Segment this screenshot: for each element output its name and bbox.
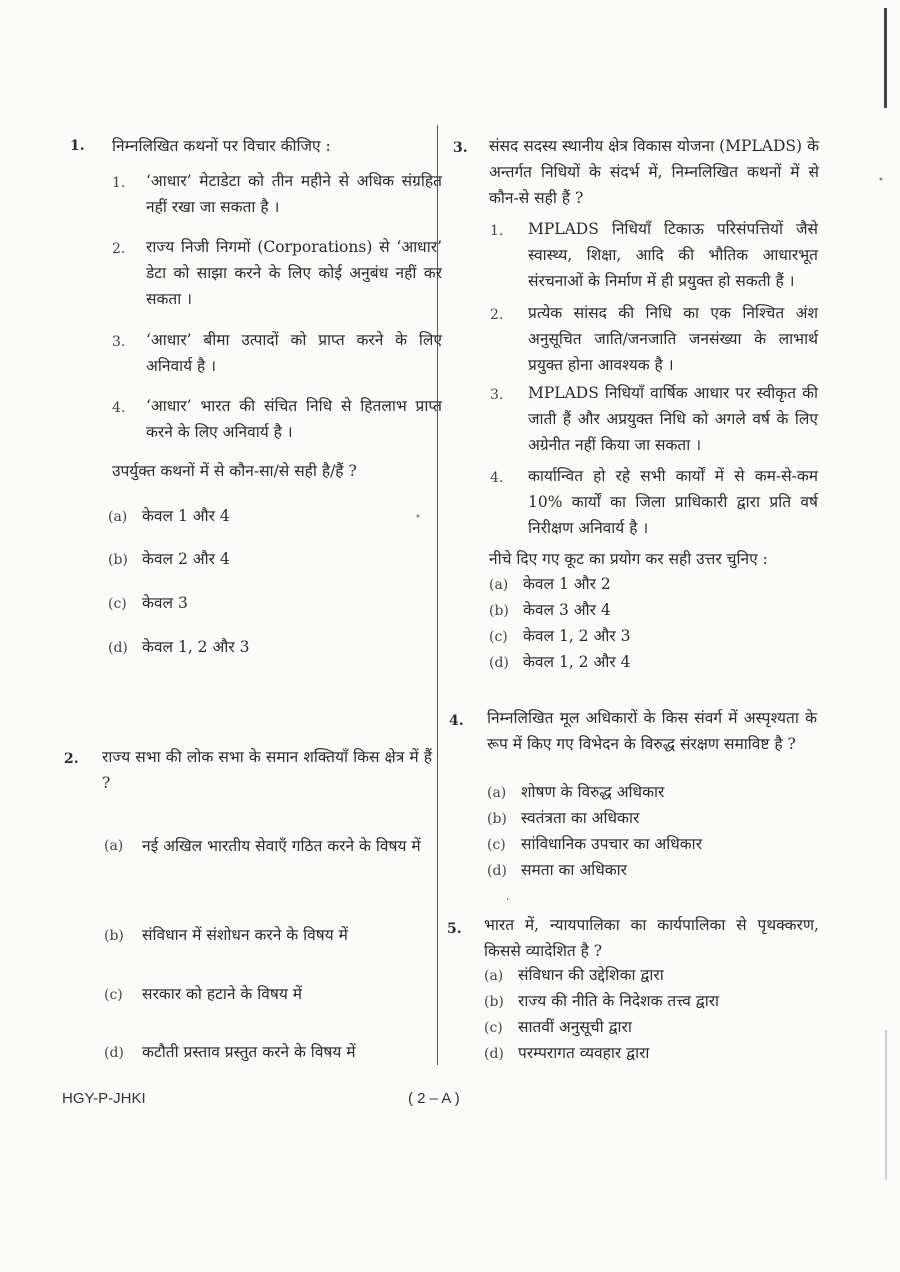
option-label: (a)	[489, 577, 509, 593]
scan-speck: •	[878, 175, 884, 186]
option-label: (c)	[489, 629, 508, 645]
option-label: (b)	[484, 994, 504, 1010]
option-text: सरकार को हटाने के विषय में	[142, 985, 303, 1003]
option-text: संविधान की उद्देशिका द्वारा	[518, 966, 664, 984]
option	[489, 623, 630, 650]
scan-speck: •	[415, 512, 421, 523]
statement-text: ‘आधार’ भारत की संचित निधि से हितलाभ प्राप्त करने के लिए अनिवार्य है ।	[146, 397, 442, 441]
option	[104, 922, 348, 949]
option-text: शोषण के विरुद्ध अधिकार	[521, 783, 665, 801]
statement-text: MPLADS निधियाँ टिकाऊ परिसंपत्तियों जैसे स्वास्थ्य, शिक्षा, आदि की भौतिक आधारभूत संरचनाओं के निर्माण में ही प्रयुक्त हो सकती हैं ।	[528, 220, 818, 290]
statement-text: ‘आधार’ बीमा उत्पादों को प्राप्त करने के लिए अनिवार्य है ।	[146, 331, 442, 375]
statement-number: 2.	[490, 307, 504, 323]
option-text: केवल 1, 2 और 4	[523, 653, 631, 671]
statement-number: 3.	[490, 387, 504, 403]
option-label: (a)	[104, 838, 124, 854]
statement-number: 1.	[112, 175, 126, 191]
question-number: 1.	[70, 138, 85, 154]
option-text: केवल 1, 2 और 3	[142, 638, 250, 656]
option	[487, 805, 639, 832]
statement-text: राज्य निजी निगमों (Corporations) से ‘आधार’ डेटा को साझा करने के लिए कोई अनुबंध नहीं कर सकता ।	[146, 238, 442, 308]
option-label: (a)	[487, 785, 507, 801]
option-label: (a)	[484, 968, 504, 984]
question-prompt: उपर्युक्त कथनों में से कौन-सा/से सही है/हैं ?	[112, 462, 357, 480]
statement-number: 4.	[112, 400, 126, 416]
option-text: केवल 3 और 4	[523, 601, 611, 619]
option-label: (b)	[487, 811, 507, 827]
question-number: 3.	[453, 140, 468, 156]
option-label: (b)	[489, 603, 509, 619]
option-text: सातवीं अनुसूची द्वारा	[518, 1018, 632, 1036]
question-number: 2.	[64, 751, 79, 767]
option	[108, 546, 230, 573]
statement-text: प्रत्येक सांसद की निधि का एक निश्चित अंश अनुसूचित जाति/जनजाति जनसंख्या के लाभार्थ प्रयुक्त होना आवश्यक है ।	[528, 304, 818, 374]
option	[108, 634, 249, 661]
option-label: (b)	[108, 552, 128, 568]
option-label: (d)	[104, 1045, 124, 1061]
option	[487, 779, 664, 806]
option-text: संविधान में संशोधन करने के विषय में	[142, 926, 348, 944]
option-text: परम्परागत व्यवहार द्वारा	[518, 1044, 650, 1062]
option-text: सांविधानिक उपचार का अधिकार	[521, 835, 703, 853]
option-label: (d)	[487, 863, 507, 879]
question-stem: निम्नलिखित कथनों पर विचार कीजिए :	[112, 137, 331, 155]
option	[487, 831, 702, 858]
option	[489, 649, 630, 676]
option	[484, 1014, 632, 1041]
question-stem: निम्नलिखित मूल अधिकारों के किस संवर्ग में अस्पृश्यता के रूप में किए गए विभेदन के विरुद्ध संरक्षण समाविष्ट है ?	[487, 709, 817, 753]
option-label: (a)	[108, 509, 128, 525]
option-text: राज्य की नीति के निदेशक तत्त्व द्वारा	[518, 992, 720, 1010]
paper-code: HGY-P-JHKI	[62, 1090, 146, 1107]
scan-edge-mark	[884, 8, 887, 108]
option-label: (d)	[484, 1046, 504, 1062]
option-label: (c)	[108, 596, 127, 612]
option-label: (c)	[104, 987, 123, 1003]
option-text: केवल 1 और 4	[142, 507, 230, 525]
statement-number: 1.	[490, 223, 504, 239]
option-text: स्वतंत्रता का अधिकार	[521, 809, 640, 827]
option	[489, 597, 611, 624]
question-stem: राज्य सभा की लोक सभा के समान शक्तियाँ किस क्षेत्र में हैं ?	[102, 748, 432, 792]
statement-text: MPLADS निधियाँ वार्षिक आधार पर स्वीकृत की जाती हैं और अप्रयुक्त निधि को अगले वर्ष के लिए अग्रेनीत नहीं किया जा सकता ।	[528, 384, 818, 454]
question-prompt: नीचे दिए गए कूट का प्रयोग कर सही उत्तर चुनिए :	[489, 550, 768, 568]
page-number: ( 2 – A )	[408, 1090, 460, 1107]
statement-number: 4.	[490, 470, 504, 486]
option-text: केवल 1, 2 और 3	[523, 627, 631, 645]
option	[489, 571, 611, 598]
option-text: केवल 2 और 4	[142, 550, 230, 568]
option	[484, 962, 664, 989]
option	[108, 590, 188, 617]
statement-number: 2.	[112, 241, 126, 257]
option	[484, 1040, 649, 1067]
statement-number: 3.	[112, 334, 126, 350]
question-number: 4.	[449, 713, 464, 729]
statement-text: कार्यान्वित हो रहे सभी कार्यों में से कम-से-कम 10% कार्यों का जिला प्राधिकारी द्वारा प्रति वर्ष निरीक्षण अनिवार्य है ।	[528, 467, 818, 537]
option	[104, 1039, 356, 1066]
option-label: (c)	[484, 1020, 503, 1036]
option	[108, 503, 230, 530]
question-stem: संसद सदस्य स्थानीय क्षेत्र विकास योजना (MPLADS) के अन्तर्गत निधियों के संदर्भ में, निम्नलिखित कथनों में से कौन-से सही हैं ?	[489, 137, 819, 207]
option-text: कटौती प्रस्ताव प्रस्तुत करने के विषय में	[142, 1043, 356, 1061]
option-text: समता का अधिकार	[521, 861, 628, 879]
option-text: नई अखिल भारतीय सेवाएँ गठित करने के विषय में	[142, 837, 421, 855]
option	[104, 981, 302, 1008]
option	[484, 988, 719, 1015]
option-label: (d)	[108, 640, 128, 656]
statement-text: ‘आधार’ मेटाडेटा को तीन महीने से अधिक संग्रहित नहीं रखा जा सकता है ।	[146, 172, 442, 216]
option	[487, 857, 627, 884]
option-label: (c)	[487, 837, 506, 853]
pen-mark: ʻ	[506, 897, 510, 908]
scan-edge-shadow	[885, 1030, 887, 1180]
question-number: 5.	[447, 921, 462, 937]
question-stem: भारत में, न्यायपालिका का कार्यपालिका से पृथक्करण, किससे व्यादेशित है ?	[484, 916, 819, 960]
option-label: (b)	[104, 928, 124, 944]
option-text: केवल 1 और 2	[523, 575, 611, 593]
option-label: (d)	[489, 655, 509, 671]
option-text: केवल 3	[142, 594, 188, 612]
